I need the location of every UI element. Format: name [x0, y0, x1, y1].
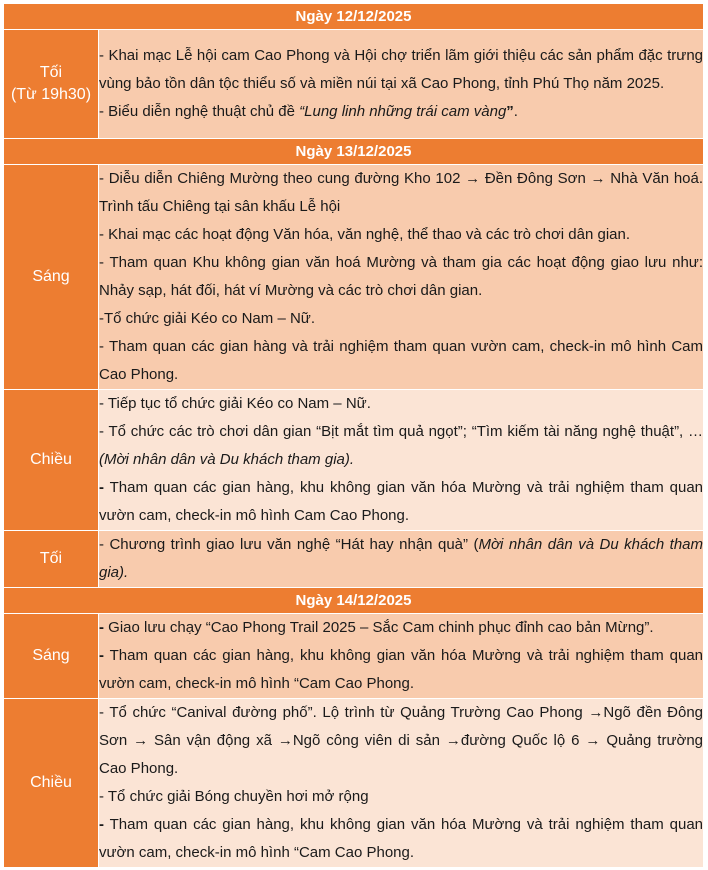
- activity-item: [99, 811, 703, 867]
- session-label-afternoon: Chiều: [4, 390, 99, 531]
- performance-title: “Lung linh những trái cam vàng: [299, 103, 507, 120]
- activity-item: - Khai mạc các hoạt động Văn hóa, văn nghệ, thể thao và các trò chơi dân gian.: [99, 226, 631, 243]
- activity-text: - Tổ chức các trò chơi dân gian “Bịt mắt tìm quả ngọt”; “Tìm kiếm tài năng nghệ thuật”, …: [99, 423, 704, 440]
- activity-dash: -: [99, 647, 104, 664]
- activity-item: - Khai mạc Lễ hội cam Cao Phong và Hội chợ triển lãm giới thiệu các sản phẩm đặc trưng vùng bảo tồn dân tộc thiểu số và miền núi tại xã Cao Phong, tỉnh Phú Thọ năm 2025.: [99, 47, 704, 92]
- festival-schedule-table: [3, 3, 704, 868]
- activity-note: Mời nhân dân và Du khách tham gia).: [99, 536, 704, 581]
- activity-item: [99, 418, 703, 474]
- session-content: [99, 390, 704, 531]
- activity-dash: -: [99, 816, 104, 833]
- activity-item: [99, 642, 703, 698]
- activity-item: [99, 98, 703, 126]
- session-label-morning: Sáng: [4, 614, 99, 699]
- day-header-row-2: [4, 139, 704, 165]
- session-time: (Từ 19h30): [10, 86, 92, 103]
- session-label-evening: [4, 30, 99, 139]
- activity-item: - Tổ chức “Canival đường phố”. Lộ trình từ Quảng Trường Cao Phong →Ngõ đền Đông Sơn → Sân vận động xã →Ngõ công viên di sản →đường Quốc lộ 6 → Quảng trường Cao Phong.: [99, 704, 704, 777]
- activity-item: - Tham quan Khu không gian văn hoá Mường và tham gia các hoạt động giao lưu như: Nhảy sạp, hát đối, hát ví Mường và các trò chơi dân gian.: [99, 254, 704, 299]
- schedule-row-day2-afternoon: [4, 390, 704, 531]
- activity-text: Tham quan các gian hàng, khu không gian văn hóa Mường và trải nghiệm tham quan vườn cam, check-in mô hình Cam Cao Phong.: [99, 479, 704, 524]
- activity-text: Tham quan các gian hàng, khu không gian văn hóa Mường và trải nghiệm tham quan vườn cam, check-in mô hình “Cam Cao Phong.: [99, 816, 704, 861]
- schedule-row-day1-evening: [4, 30, 704, 139]
- day-header-row-3: [4, 588, 704, 614]
- activity-note: (Mời nhân dân và Du khách tham gia).: [99, 451, 355, 468]
- session-content: [99, 165, 704, 390]
- activity-item: -Tổ chức giải Kéo co Nam – Nữ.: [99, 310, 315, 327]
- day-header-row-1: [4, 4, 704, 30]
- schedule-row-day3-afternoon: [4, 699, 704, 868]
- activity-item: - Diễu diễn Chiêng Mường theo cung đường Kho 102 → Đền Đông Sơn → Nhà Văn hoá. Trình tấu Chiêng tại sân khấu Lễ hội: [99, 170, 704, 215]
- activity-item: - Tổ chức giải Bóng chuyền hơi mở rộng: [99, 788, 369, 805]
- day-header-14-12: Ngày 14/12/2025: [4, 588, 704, 614]
- session-content: [99, 614, 704, 699]
- activity-text-end: .: [513, 103, 518, 120]
- activity-text: - Chương trình giao lưu văn nghệ “Hát hay nhận quà” (: [99, 536, 479, 553]
- activity-item: - Tham quan các gian hàng và trải nghiệm tham quan vườn cam, check-in mô hình Cam Cao Phong.: [99, 338, 704, 383]
- activity-dash: -: [99, 619, 104, 636]
- activity-text: Giao lưu chạy “Cao Phong Trail 2025 – Sắc Cam chinh phục đỉnh cao bản Mừng”.: [104, 619, 654, 636]
- activity-item: [99, 531, 703, 587]
- session-content: [99, 531, 704, 588]
- performance-title-close: ”: [506, 103, 514, 120]
- day-header-12-12: Ngày 12/12/2025: [4, 4, 704, 30]
- activity-item: [99, 474, 703, 530]
- session-name: Tối: [39, 64, 63, 81]
- activity-item: - Tiếp tục tổ chức giải Kéo co Nam – Nữ.: [99, 395, 371, 412]
- session-label-afternoon: Chiều: [4, 699, 99, 868]
- schedule-row-day2-evening: [4, 531, 704, 588]
- day-header-13-12: Ngày 13/12/2025: [4, 139, 704, 165]
- activity-item: [99, 614, 703, 642]
- session-label-evening: Tối: [4, 531, 99, 588]
- session-content: [99, 699, 704, 868]
- session-label-morning: Sáng: [4, 165, 99, 390]
- schedule-row-day2-morning: [4, 165, 704, 390]
- schedule-row-day3-morning: [4, 614, 704, 699]
- activity-dash: -: [99, 479, 104, 496]
- session-content: [99, 30, 704, 139]
- activity-text: - Biểu diễn nghệ thuật chủ đề: [99, 103, 300, 120]
- activity-text: Tham quan các gian hàng, khu không gian văn hóa Mường và trải nghiệm tham quan vườn cam, check-in mô hình “Cam Cao Phong.: [99, 647, 704, 692]
